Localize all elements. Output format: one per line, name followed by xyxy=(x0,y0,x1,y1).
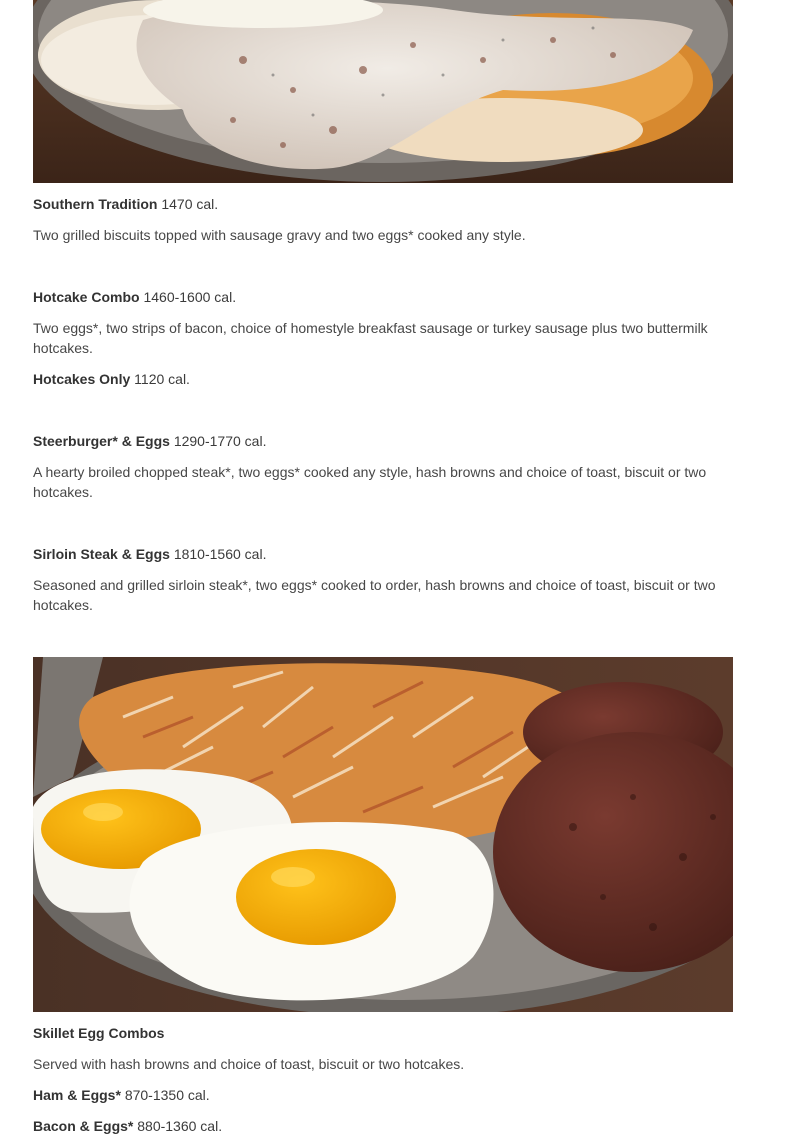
item-description: A hearty broiled chopped steak*, two eggs* cooked any style, hash browns and choice of toast, biscuit or two hotcakes. xyxy=(33,464,707,500)
section-description: Served with hash browns and choice of toast, biscuit or two hotcakes. xyxy=(33,1056,465,1072)
item-calories: 1460-1600 cal. xyxy=(143,289,237,305)
item-name: Southern Tradition xyxy=(33,196,158,212)
item-description: Seasoned and grilled sirloin steak*, two eggs* cooked to order, hash browns and choice of toast, biscuit or two hotcakes. xyxy=(33,577,716,613)
biscuits-gravy-image xyxy=(33,0,733,183)
menu-item-steerburger xyxy=(33,431,733,451)
menu-item-hotcakes-only xyxy=(33,369,733,389)
item-calories: 1810-1560 cal. xyxy=(173,546,267,562)
item-name: Bacon & Eggs* xyxy=(33,1118,134,1134)
item-name: Steerburger* & Eggs xyxy=(33,433,170,449)
item-name: Hotcake Combo xyxy=(33,289,140,305)
item-calories: 1470 cal. xyxy=(161,196,219,212)
item-name: Sirloin Steak & Eggs xyxy=(33,546,170,562)
menu-item-southern-tradition xyxy=(33,194,733,214)
item-description: Two eggs*, two strips of bacon, choice of homestyle breakfast sausage or turkey sausage plus two buttermilk hotcakes. xyxy=(33,320,708,356)
menu-item-hotcake-combo xyxy=(33,287,733,307)
item-calories: 870-1350 cal. xyxy=(124,1087,210,1103)
item-name: Hotcakes Only xyxy=(33,371,131,387)
menu-item-ham-eggs xyxy=(33,1085,733,1105)
menu-item-bacon-eggs xyxy=(33,1116,733,1136)
item-calories: 880-1360 cal. xyxy=(137,1118,223,1134)
menu-item-sirloin xyxy=(33,544,733,564)
skillet-eggs-image xyxy=(33,657,733,1012)
item-description: Two grilled biscuits topped with sausage gravy and two eggs* cooked any style. xyxy=(33,227,526,243)
item-calories: 1290-1770 cal. xyxy=(173,433,267,449)
skillet-egg-combos-title: Skillet Egg Combos xyxy=(33,1025,165,1041)
item-calories: 1120 cal. xyxy=(134,371,190,387)
item-name: Ham & Eggs* xyxy=(33,1087,121,1103)
section-title xyxy=(33,1023,733,1043)
